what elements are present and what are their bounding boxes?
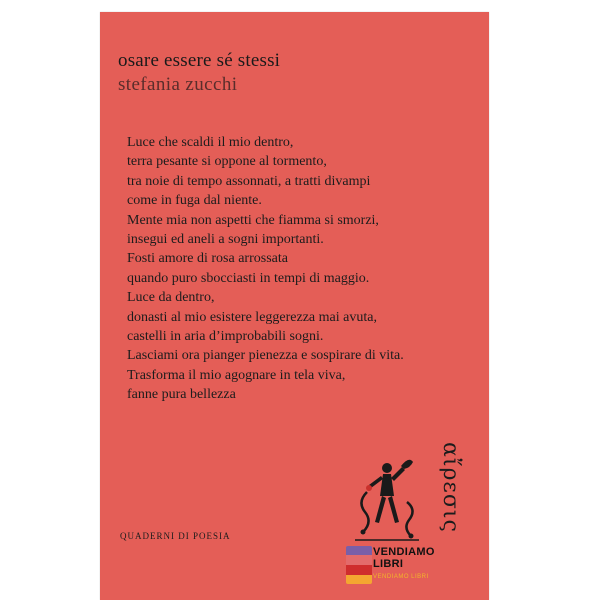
poem-line: fanne pura bellezza — [127, 387, 236, 403]
badge-line-1: VENDIAMO — [373, 546, 435, 558]
poem-line: Mente mia non aspetti che fiamma si smorzi, — [127, 212, 379, 228]
badge-line-2: LIBRI — [373, 558, 404, 570]
poem-line: Trasforma il mio agognare in tela viva, — [127, 367, 346, 383]
book-cover — [100, 12, 489, 600]
poem-line: terra pesante si oppone al tormento, — [127, 154, 327, 170]
poem-line: Lasciami ora pianger pienezza e sospirare di vita. — [127, 348, 404, 364]
badge-line-3: VENDIAMO LIBRI — [373, 574, 429, 580]
book-title: osare essere sé stessi — [118, 50, 281, 71]
poem-line: come in fuga dal niente. — [127, 193, 262, 209]
flag-stripes-icon — [346, 546, 372, 584]
publisher-logo — [435, 432, 469, 542]
poem-line: donasti al mio esistere leggerezza mai avuta, — [127, 309, 377, 325]
poem-line: Fosti amore di rosa arrossata — [127, 251, 288, 267]
poem-line: Luce da dentro, — [127, 290, 215, 306]
publisher-name: αἴρεσις — [438, 442, 463, 533]
poem-line: Luce che scaldi il mio dentro, — [127, 135, 294, 150]
poem-line: quando puro sbocciasti in tempi di maggio. — [127, 270, 370, 286]
watermark-badge — [346, 546, 446, 596]
poem-line: insegui ed aneli a sogni importanti. — [127, 232, 324, 248]
poem-line: castelli in aria d’improbabili sogni. — [127, 329, 324, 345]
series-label: QUADERNI DI POESIA — [120, 531, 231, 541]
book-author: stefania zucchi — [118, 74, 238, 95]
hercules-emblem-icon — [347, 452, 427, 547]
poem-line: tra noie di tempo assonnati, a tratti divampi — [127, 173, 371, 189]
poem-text — [127, 133, 467, 405]
